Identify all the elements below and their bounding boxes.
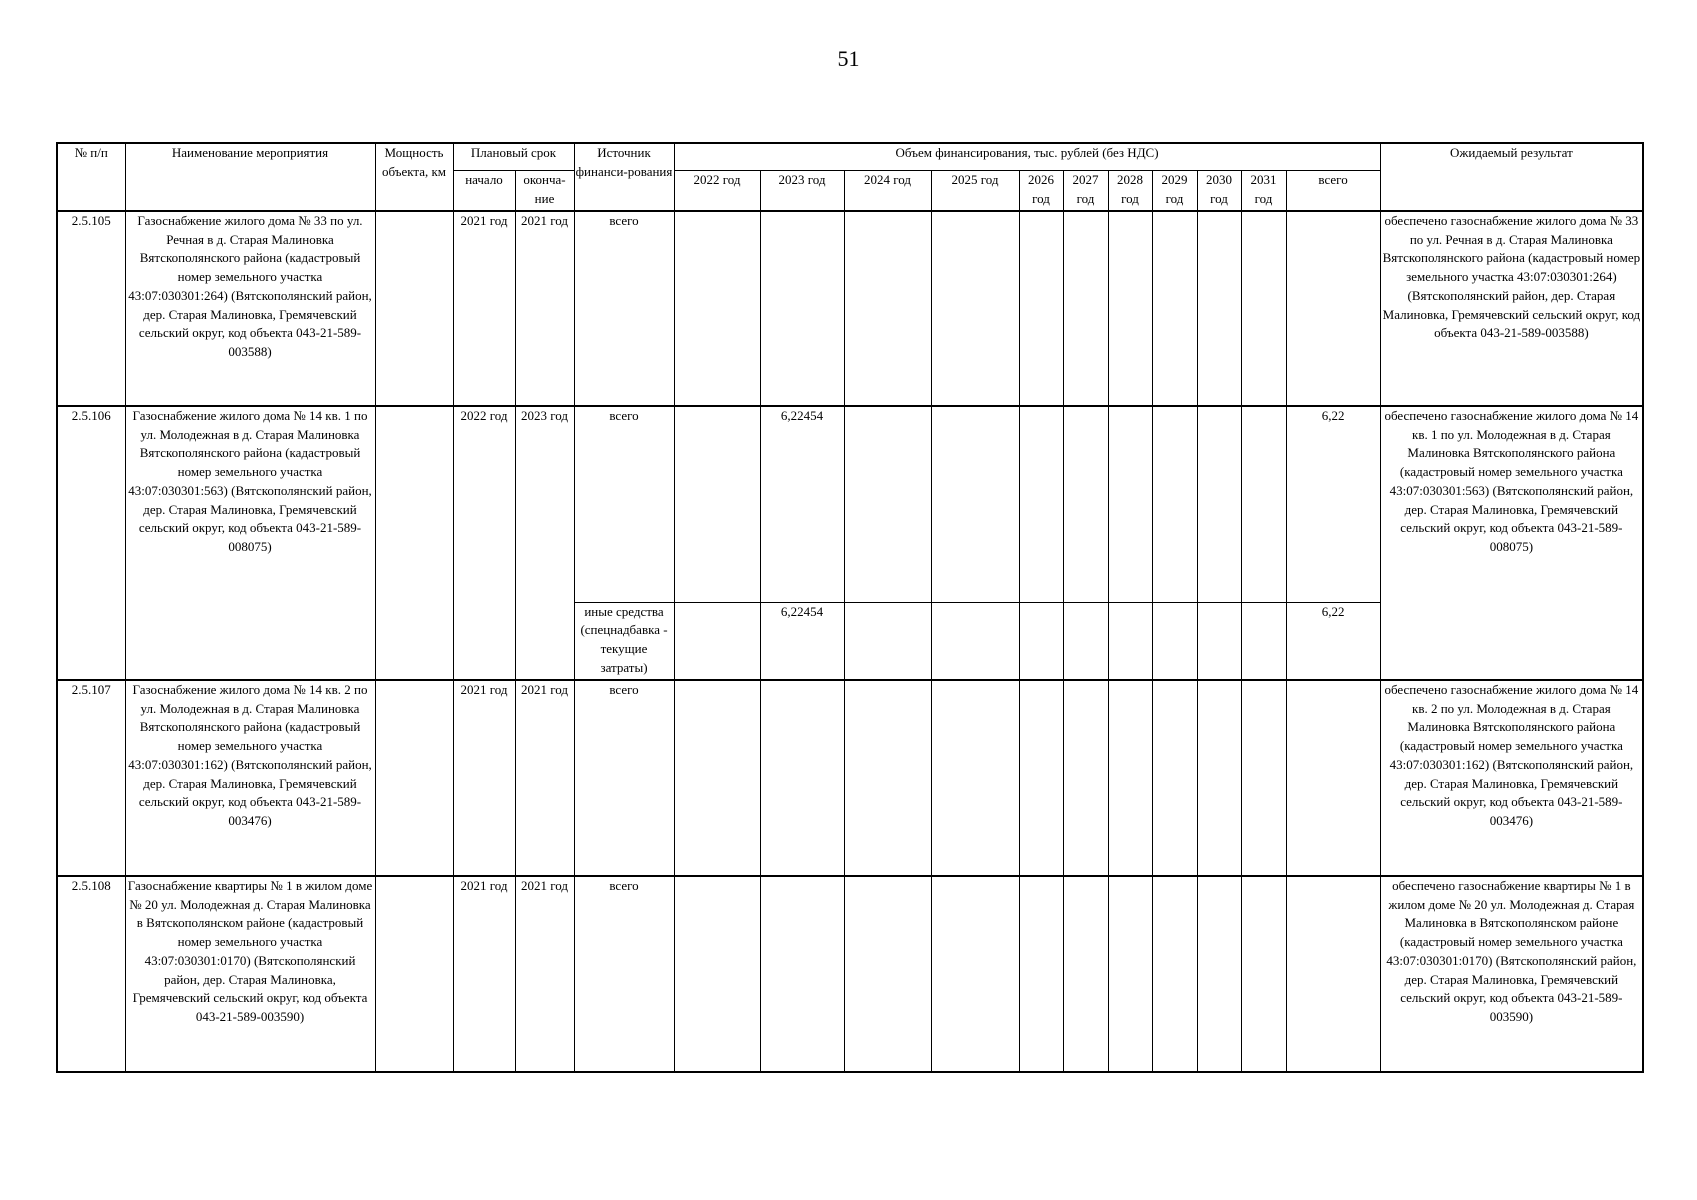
row-2026 xyxy=(1019,876,1063,1072)
table-row xyxy=(57,876,1643,1072)
row-2029 xyxy=(1152,876,1197,1072)
row-2025 xyxy=(931,680,1019,876)
row-start: 2022 год xyxy=(453,406,515,680)
row-2030 xyxy=(1197,406,1241,602)
header-year-2023: 2023 год xyxy=(760,171,844,212)
header-num: № п/п xyxy=(57,143,125,211)
header-year-2027: 2027 год xyxy=(1063,171,1108,212)
row-total: 6,22 xyxy=(1286,406,1380,602)
row-2026 xyxy=(1019,211,1063,406)
row-2027 xyxy=(1063,602,1108,680)
row-2029 xyxy=(1152,211,1197,406)
row-2031 xyxy=(1241,602,1286,680)
header-start: начало xyxy=(453,171,515,212)
header-year-2030: 2030 год xyxy=(1197,171,1241,212)
row-2029 xyxy=(1152,602,1197,680)
row-2027 xyxy=(1063,876,1108,1072)
header-year-2024: 2024 год xyxy=(844,171,931,212)
financing-table xyxy=(56,142,1644,1073)
row-2029 xyxy=(1152,680,1197,876)
header-year-2025: 2025 год xyxy=(931,171,1019,212)
row-2024 xyxy=(844,406,931,602)
row-source: иные средства (спецнадбавка - текущие затраты) xyxy=(574,602,674,680)
row-capacity xyxy=(375,211,453,406)
row-2027 xyxy=(1063,211,1108,406)
header-volume: Объем финансирования, тыс. рублей (без НДС) xyxy=(674,143,1380,171)
header-year-2026: 2026 год xyxy=(1019,171,1063,212)
row-2028 xyxy=(1108,602,1152,680)
header-year-2031: 2031 год xyxy=(1241,171,1286,212)
row-2028 xyxy=(1108,406,1152,602)
header-row-1 xyxy=(57,143,1643,171)
row-result: обеспечено газоснабжение жилого дома № 14 кв. 2 по ул. Молодежная в д. Старая Малиновка Вятскополянского района (кадастровый номер земельного участка 43:07:030301:162) (Вятскополянский район, дер. Старая Малиновка, Гремячевский сельский округ, код объекта 043-21-589-003476) xyxy=(1380,680,1643,876)
row-2023 xyxy=(760,876,844,1072)
row-end: 2021 год xyxy=(515,211,574,406)
header-capacity: Мощность объекта, км xyxy=(375,143,453,211)
row-2027 xyxy=(1063,406,1108,602)
row-2029 xyxy=(1152,406,1197,602)
row-2025 xyxy=(931,211,1019,406)
row-2022 xyxy=(674,876,760,1072)
row-capacity xyxy=(375,406,453,680)
row-2023 xyxy=(760,680,844,876)
row-num: 2.5.105 xyxy=(57,211,125,406)
row-2022 xyxy=(674,602,760,680)
header-result: Ожидаемый результат xyxy=(1380,143,1643,211)
row-total xyxy=(1286,876,1380,1072)
row-name: Газоснабжение жилого дома № 14 кв. 1 по ул. Молодежная в д. Старая Малиновка Вятскополянского района (кадастровый номер земельного участка 43:07:030301:563) (Вятскополянский район, дер. Старая Малиновка, Гремячевский сельский округ, код объекта 043-21-589-008075) xyxy=(125,406,375,680)
row-source: всего xyxy=(574,680,674,876)
header-total: всего xyxy=(1286,171,1380,212)
row-num: 2.5.107 xyxy=(57,680,125,876)
row-2024 xyxy=(844,876,931,1072)
row-source: всего xyxy=(574,211,674,406)
row-end: 2023 год xyxy=(515,406,574,680)
row-2024 xyxy=(844,211,931,406)
row-2023: 6,22454 xyxy=(760,602,844,680)
row-2028 xyxy=(1108,211,1152,406)
row-result: обеспечено газоснабжение жилого дома № 33 по ул. Речная в д. Старая Малиновка Вятскополянского района (кадастровый номер земельного участка 43:07:030301:264) (Вятскополянский район, дер. Старая Малиновка, Гремячевский сельский округ, код объекта 043-21-589-003588) xyxy=(1380,211,1643,406)
row-2025 xyxy=(931,602,1019,680)
row-capacity xyxy=(375,876,453,1072)
row-capacity xyxy=(375,680,453,876)
row-total xyxy=(1286,680,1380,876)
header-year-2028: 2028 год xyxy=(1108,171,1152,212)
row-total xyxy=(1286,211,1380,406)
row-2026 xyxy=(1019,680,1063,876)
header-end: оконча-ние xyxy=(515,171,574,212)
header-plan-term: Плановый срок xyxy=(453,143,574,171)
row-2025 xyxy=(931,876,1019,1072)
row-total: 6,22 xyxy=(1286,602,1380,680)
row-2024 xyxy=(844,680,931,876)
row-2023: 6,22454 xyxy=(760,406,844,602)
row-2030 xyxy=(1197,680,1241,876)
row-num: 2.5.108 xyxy=(57,876,125,1072)
row-2026 xyxy=(1019,602,1063,680)
header-name: Наименование мероприятия xyxy=(125,143,375,211)
row-2022 xyxy=(674,680,760,876)
row-2025 xyxy=(931,406,1019,602)
row-2031 xyxy=(1241,406,1286,602)
row-source: всего xyxy=(574,876,674,1072)
table-row xyxy=(57,406,1643,602)
row-name: Газоснабжение жилого дома № 14 кв. 2 по ул. Молодежная в д. Старая Малиновка Вятскополянского района (кадастровый номер земельного участка 43:07:030301:162) (Вятскополянский район, дер. Старая Малиновка, Гремячевский сельский округ, код объекта 043-21-589-003476) xyxy=(125,680,375,876)
header-year-2029: 2029 год xyxy=(1152,171,1197,212)
row-2022 xyxy=(674,211,760,406)
row-name: Газоснабжение жилого дома № 33 по ул. Речная в д. Старая Малиновка Вятскополянского района (кадастровый номер земельного участка 43:07:030301:264) (Вятскополянский район, дер. Старая Малиновка, Гремячевский сельский округ, код объекта 043-21-589-003588) xyxy=(125,211,375,406)
row-2031 xyxy=(1241,680,1286,876)
row-2030 xyxy=(1197,602,1241,680)
row-2022 xyxy=(674,406,760,602)
row-2031 xyxy=(1241,211,1286,406)
header-year-2022: 2022 год xyxy=(674,171,760,212)
row-2026 xyxy=(1019,406,1063,602)
row-start: 2021 год xyxy=(453,680,515,876)
row-2024 xyxy=(844,602,931,680)
row-source: всего xyxy=(574,406,674,602)
row-2030 xyxy=(1197,211,1241,406)
row-result: обеспечено газоснабжение квартиры № 1 в жилом доме № 20 ул. Молодежная д. Старая Малиновка в Вятскополянском районе (кадастровый номер земельного участка 43:07:030301:0170) (Вятскополянский район, дер. Старая Малиновка, Гремячевский сельский округ, код объекта 043-21-589-003590) xyxy=(1380,876,1643,1072)
row-start: 2021 год xyxy=(453,876,515,1072)
row-2023 xyxy=(760,211,844,406)
row-name: Газоснабжение квартиры № 1 в жилом доме № 20 ул. Молодежная д. Старая Малиновка в Вятскополянском районе (кадастровый номер земельного участка 43:07:030301:0170) (Вятскополянский район, дер. Старая Малиновка, Гремячевский сельский округ, код объекта 043-21-589-003590) xyxy=(125,876,375,1072)
row-2028 xyxy=(1108,680,1152,876)
row-2028 xyxy=(1108,876,1152,1072)
row-2031 xyxy=(1241,876,1286,1072)
row-end: 2021 год xyxy=(515,680,574,876)
header-source: Источник финанси-рования xyxy=(574,143,674,211)
page-number: 51 xyxy=(837,46,860,71)
row-result: обеспечено газоснабжение жилого дома № 14 кв. 1 по ул. Молодежная в д. Старая Малиновка Вятскополянского района (кадастровый номер земельного участка 43:07:030301:563) (Вятскополянский район, дер. Старая Малиновка, Гремячевский сельский округ, код объекта 043-21-589-008075) xyxy=(1380,406,1643,680)
table-row xyxy=(57,680,1643,876)
row-2030 xyxy=(1197,876,1241,1072)
row-num: 2.5.106 xyxy=(57,406,125,680)
row-2027 xyxy=(1063,680,1108,876)
table-row xyxy=(57,211,1643,406)
row-start: 2021 год xyxy=(453,211,515,406)
row-end: 2021 год xyxy=(515,876,574,1072)
